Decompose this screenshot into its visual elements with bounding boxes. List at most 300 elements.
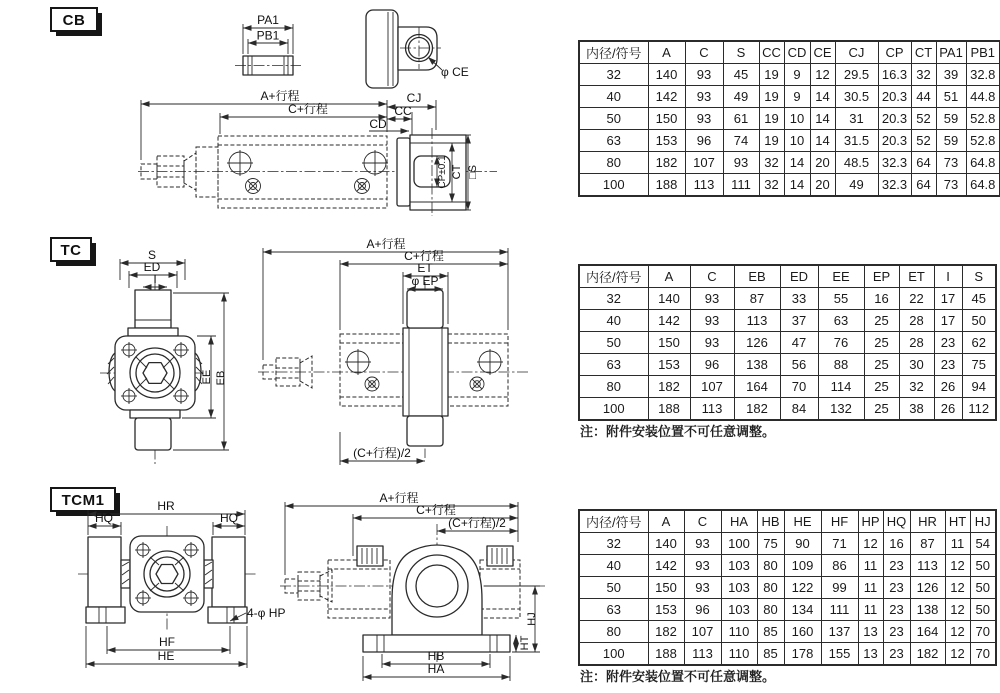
table-cell: 32: [579, 533, 648, 555]
table-cell: 20: [810, 174, 835, 197]
table-cell: 110: [721, 643, 757, 666]
column-header: A: [648, 41, 685, 64]
column-header: EE: [818, 265, 864, 288]
table-cell: 14: [784, 152, 810, 174]
table-cell: 14: [810, 108, 835, 130]
table-cell: 142: [648, 555, 684, 577]
table-cell: 25: [864, 376, 899, 398]
column-header: CP: [878, 41, 911, 64]
header-row: [579, 510, 996, 533]
table-cell: 30.5: [835, 86, 878, 108]
dim-label-hr: HR: [157, 499, 175, 513]
table-cell: 19: [759, 130, 784, 152]
table-cell: 12: [945, 621, 970, 643]
table-cell: 9: [784, 86, 810, 108]
table-cell: 103: [721, 599, 757, 621]
table-cell: 12: [945, 577, 970, 599]
column-header: EP: [864, 265, 899, 288]
column-header: 内径/符号: [579, 265, 648, 288]
table-cell: 86: [821, 555, 858, 577]
table-cell: 12: [858, 533, 883, 555]
table-cell: 32: [911, 64, 936, 86]
table-cell: 48.5: [835, 152, 878, 174]
table-cell: 113: [684, 643, 721, 666]
table-cell: 23: [883, 577, 910, 599]
dim-label-et: ET: [417, 261, 433, 275]
column-header: HR: [910, 510, 945, 533]
table-cell: 188: [648, 174, 685, 197]
dim-label-eb: EB: [215, 370, 227, 386]
dim-label-pa1: PA1: [257, 13, 279, 27]
table-row: [579, 533, 996, 555]
table-cell: 16.3: [878, 64, 911, 86]
table-cell: 20.3: [878, 108, 911, 130]
table-cell: 25: [864, 398, 899, 421]
table-cell: 75: [962, 354, 996, 376]
column-header: ED: [780, 265, 818, 288]
table-cell: 52.8: [966, 130, 1000, 152]
column-header: C: [685, 41, 723, 64]
table-cell: 100: [579, 643, 648, 666]
table-cell: 62: [962, 332, 996, 354]
dim-label-ed: ED: [143, 260, 161, 274]
table-row: [579, 130, 1000, 152]
table-cell: 40: [579, 86, 648, 108]
table-cell: 20.3: [878, 130, 911, 152]
table-cell: 29.5: [835, 64, 878, 86]
table-cell: 93: [690, 310, 734, 332]
table-row: [579, 376, 996, 398]
column-header: C: [690, 265, 734, 288]
table-cell: 142: [648, 86, 685, 108]
column-header: CD: [784, 41, 810, 64]
dim-label-a-stroke: A+行程: [366, 237, 406, 251]
table-cell: 103: [721, 555, 757, 577]
tcm1-drawing: [0, 480, 575, 693]
table-cell: 96: [690, 354, 734, 376]
table-cell: 14: [810, 130, 835, 152]
column-header: A: [648, 510, 684, 533]
table-row: [579, 555, 996, 577]
cb-clevis-end-view: [366, 10, 469, 88]
tc-drawing: [0, 232, 575, 480]
table-cell: 164: [734, 376, 780, 398]
table-cell: 12: [945, 555, 970, 577]
table-cell: 59: [936, 130, 966, 152]
table-cell: 45: [962, 288, 996, 310]
table-cell: 90: [784, 533, 821, 555]
table-cell: 73: [936, 152, 966, 174]
dim-label-pb1: PB1: [256, 28, 280, 43]
table-cell: 150: [648, 108, 685, 130]
dim-label-ha: HA: [427, 662, 445, 676]
table-cell: 153: [648, 130, 685, 152]
table-cell: 182: [734, 398, 780, 421]
table-cell: 138: [910, 599, 945, 621]
table-cell: 19: [759, 108, 784, 130]
dim-label-ht: HT: [519, 635, 531, 651]
dim-label-half-stroke: (C+行程)/2: [448, 516, 506, 530]
dim-label-c-stroke: C+行程: [404, 249, 444, 263]
table-cell: 93: [684, 577, 721, 599]
table-cell: 188: [648, 398, 690, 421]
table-cell: 64: [911, 174, 936, 197]
dim-label-c-stroke: C+行程: [416, 503, 456, 517]
dim-label-s: S: [147, 248, 157, 262]
column-header: HB: [757, 510, 784, 533]
table-cell: 107: [685, 152, 723, 174]
table-cell: 50: [579, 332, 648, 354]
table-cell: 111: [821, 599, 858, 621]
table-cell: 93: [685, 108, 723, 130]
table-cell: 111: [723, 174, 759, 197]
table-cell: 32: [899, 376, 934, 398]
table-cell: 25: [864, 354, 899, 376]
table-row: [579, 398, 996, 421]
header-row: [579, 265, 996, 288]
tc-front-view: [100, 248, 229, 464]
table-cell: 64.8: [966, 152, 1000, 174]
column-header: HA: [721, 510, 757, 533]
column-header: C: [684, 510, 721, 533]
column-header: 内径/符号: [579, 510, 648, 533]
tcm1-front-view: [78, 499, 285, 668]
table-cell: 182: [910, 643, 945, 666]
table-cell: 12: [945, 599, 970, 621]
tc-section-label-text: TC: [60, 242, 82, 259]
table-cell: 32: [759, 152, 784, 174]
header-row: [579, 41, 1000, 64]
table-cell: 64: [911, 152, 936, 174]
dim-label-hq-right: HQ: [220, 511, 238, 525]
table-cell: 140: [648, 533, 684, 555]
table-cell: 12: [810, 64, 835, 86]
table-cell: 50: [579, 108, 648, 130]
table-cell: 26: [934, 398, 962, 421]
dim-label-hp: 4-φ HP: [247, 606, 286, 620]
cb-section-label: [51, 8, 102, 36]
table-cell: 70: [780, 376, 818, 398]
table-cell: 49: [835, 174, 878, 197]
table-cell: 107: [690, 376, 734, 398]
table-cell: 10: [784, 130, 810, 152]
table-cell: 22: [899, 288, 934, 310]
table-cell: 31: [835, 108, 878, 130]
table-cell: 74: [723, 130, 759, 152]
table-cell: 87: [910, 533, 945, 555]
table-cell: 110: [721, 621, 757, 643]
table-cell: 33: [780, 288, 818, 310]
table-row: [579, 152, 1000, 174]
table-row: [579, 288, 996, 310]
table-cell: 109: [784, 555, 821, 577]
column-header: PA1: [936, 41, 966, 64]
table-cell: 63: [579, 130, 648, 152]
table-cell: 113: [910, 555, 945, 577]
table-row: [579, 64, 1000, 86]
table-cell: 40: [579, 555, 648, 577]
table-cell: 113: [690, 398, 734, 421]
table-cell: 140: [648, 288, 690, 310]
dim-label-s: □S: [467, 165, 479, 179]
dim-label-phi-ep: φ EP: [411, 274, 439, 288]
table-cell: 93: [690, 332, 734, 354]
table-cell: 80: [757, 599, 784, 621]
column-header: PB1: [966, 41, 1000, 64]
table-cell: 11: [858, 555, 883, 577]
tc-section-label: [51, 238, 96, 266]
table-row: [579, 354, 996, 376]
table-cell: 28: [899, 332, 934, 354]
table-cell: 14: [810, 86, 835, 108]
table-cell: 178: [784, 643, 821, 666]
table-cell: 47: [780, 332, 818, 354]
table-cell: 50: [962, 310, 996, 332]
table-cell: 182: [648, 152, 685, 174]
table-cell: 55: [818, 288, 864, 310]
table-cell: 114: [818, 376, 864, 398]
table-cell: 11: [858, 577, 883, 599]
table-cell: 88: [818, 354, 864, 376]
table-cell: 80: [579, 152, 648, 174]
table-cell: 32.3: [878, 152, 911, 174]
dim-label-hb: HB: [427, 649, 445, 663]
column-header: EB: [734, 265, 780, 288]
table-cell: 63: [818, 310, 864, 332]
tcm1-dimensions-table: [578, 509, 997, 666]
tcm1-table-note: 注：附件安装位置不可任意调整。: [580, 669, 776, 684]
table-cell: 80: [579, 621, 648, 643]
tcm1-section-label-text: TCM1: [61, 492, 105, 509]
table-cell: 49: [723, 86, 759, 108]
table-cell: 99: [821, 577, 858, 599]
table-cell: 93: [685, 86, 723, 108]
table-cell: 100: [579, 398, 648, 421]
table-cell: 52.8: [966, 108, 1000, 130]
table-cell: 25: [864, 332, 899, 354]
table-cell: 50: [970, 555, 996, 577]
table-cell: 38: [899, 398, 934, 421]
table-cell: 150: [648, 332, 690, 354]
table-cell: 71: [821, 533, 858, 555]
table-cell: 61: [723, 108, 759, 130]
table-cell: 51: [936, 86, 966, 108]
column-header: HE: [784, 510, 821, 533]
table-cell: 93: [684, 533, 721, 555]
table-cell: 12: [945, 643, 970, 666]
table-cell: 19: [759, 64, 784, 86]
tc-dimensions-table: [578, 264, 997, 421]
table-cell: 85: [757, 643, 784, 666]
dim-label-cc: CC: [394, 104, 412, 118]
table-cell: 23: [883, 599, 910, 621]
table-row: [579, 174, 1000, 197]
table-cell: 76: [818, 332, 864, 354]
column-header: CT: [911, 41, 936, 64]
column-header: S: [962, 265, 996, 288]
table-cell: 113: [734, 310, 780, 332]
table-cell: 93: [690, 288, 734, 310]
table-cell: 80: [757, 577, 784, 599]
table-cell: 134: [784, 599, 821, 621]
table-cell: 100: [579, 174, 648, 197]
dim-label-i: I: [153, 272, 157, 286]
table-cell: 16: [864, 288, 899, 310]
table-row: [579, 599, 996, 621]
column-header: HP: [858, 510, 883, 533]
table-cell: 80: [757, 555, 784, 577]
table-cell: 52: [911, 130, 936, 152]
table-cell: 75: [757, 533, 784, 555]
column-header: CE: [810, 41, 835, 64]
table-cell: 30: [899, 354, 934, 376]
dim-label-hq-left: HQ: [95, 511, 113, 525]
table-cell: 56: [780, 354, 818, 376]
cb-drawing: [0, 0, 575, 232]
table-cell: 32: [579, 64, 648, 86]
table-cell: 87: [734, 288, 780, 310]
table-cell: 96: [685, 130, 723, 152]
table-cell: 150: [648, 577, 684, 599]
table-cell: 26: [934, 376, 962, 398]
column-header: 内径/符号: [579, 41, 648, 64]
table-row: [579, 332, 996, 354]
table-cell: 93: [723, 152, 759, 174]
dim-label-half-stroke: (C+行程)/2: [353, 446, 411, 460]
table-cell: 44.8: [966, 86, 1000, 108]
column-header: CJ: [835, 41, 878, 64]
table-cell: 11: [945, 533, 970, 555]
table-cell: 23: [934, 354, 962, 376]
table-cell: 23: [883, 643, 910, 666]
table-row: [579, 108, 1000, 130]
table-cell: 10: [784, 108, 810, 130]
dim-label-a-stroke: A+行程: [260, 89, 300, 103]
table-cell: 188: [648, 643, 684, 666]
table-cell: 164: [910, 621, 945, 643]
table-cell: 9: [784, 64, 810, 86]
table-cell: 153: [648, 599, 684, 621]
column-header: ET: [899, 265, 934, 288]
column-header: HT: [945, 510, 970, 533]
table-cell: 31.5: [835, 130, 878, 152]
table-cell: 50: [970, 599, 996, 621]
table-cell: 112: [962, 398, 996, 421]
dim-label-c-stroke: C+行程: [288, 102, 328, 116]
column-header: I: [934, 265, 962, 288]
tc-table-note: 注：附件安装位置不可任意调整。: [580, 424, 776, 439]
table-cell: 80: [579, 376, 648, 398]
table-cell: 50: [970, 577, 996, 599]
table-cell: 37: [780, 310, 818, 332]
table-cell: 73: [936, 174, 966, 197]
table-cell: 13: [858, 621, 883, 643]
table-cell: 19: [759, 86, 784, 108]
table-cell: 93: [684, 555, 721, 577]
dim-label-cp: CP±0.1: [437, 155, 448, 189]
table-cell: 50: [579, 577, 648, 599]
table-cell: 32: [759, 174, 784, 197]
column-header: A: [648, 265, 690, 288]
dim-label-ee: EE: [201, 369, 213, 385]
table-cell: 155: [821, 643, 858, 666]
table-cell: 44: [911, 86, 936, 108]
table-cell: 140: [648, 64, 685, 86]
table-cell: 85: [757, 621, 784, 643]
table-cell: 70: [970, 621, 996, 643]
table-cell: 94: [962, 376, 996, 398]
table-cell: 142: [648, 310, 690, 332]
table-row: [579, 86, 1000, 108]
table-cell: 126: [734, 332, 780, 354]
table-cell: 54: [970, 533, 996, 555]
table-cell: 40: [579, 310, 648, 332]
table-cell: 138: [734, 354, 780, 376]
table-cell: 23: [883, 555, 910, 577]
table-cell: 20: [810, 152, 835, 174]
cb-main-view: [138, 89, 497, 216]
table-cell: 32.8: [966, 64, 1000, 86]
cb-pin-view: [235, 13, 301, 75]
table-cell: 137: [821, 621, 858, 643]
table-cell: 28: [899, 310, 934, 332]
dim-label-cd: CD: [369, 117, 387, 131]
table-cell: 52: [911, 108, 936, 130]
table-cell: 84: [780, 398, 818, 421]
table-cell: 63: [579, 354, 648, 376]
column-header: CC: [759, 41, 784, 64]
column-header: S: [723, 41, 759, 64]
table-cell: 70: [970, 643, 996, 666]
table-cell: 122: [784, 577, 821, 599]
dim-label-hj: HJ: [526, 612, 538, 626]
table-cell: 132: [818, 398, 864, 421]
table-cell: 100: [721, 533, 757, 555]
table-cell: 126: [910, 577, 945, 599]
column-header: HJ: [970, 510, 996, 533]
table-cell: 45: [723, 64, 759, 86]
table-cell: 14: [784, 174, 810, 197]
dim-label-cj: CJ: [406, 91, 422, 105]
tcm1-side-view: [280, 491, 545, 681]
column-header: HQ: [883, 510, 910, 533]
table-cell: 32.3: [878, 174, 911, 197]
tc-side-view: [258, 237, 530, 465]
dim-label-ct: CT: [451, 164, 463, 180]
column-header: HF: [821, 510, 858, 533]
table-cell: 113: [685, 174, 723, 197]
table-cell: 160: [784, 621, 821, 643]
table-cell: 63: [579, 599, 648, 621]
table-cell: 20.3: [878, 86, 911, 108]
table-cell: 13: [858, 643, 883, 666]
table-cell: 182: [648, 621, 684, 643]
table-cell: 64.8: [966, 174, 1000, 197]
table-cell: 39: [936, 64, 966, 86]
table-cell: 103: [721, 577, 757, 599]
table-cell: 23: [934, 332, 962, 354]
table-row: [579, 577, 996, 599]
table-cell: 153: [648, 354, 690, 376]
table-cell: 23: [883, 621, 910, 643]
cb-section-label-text: CB: [62, 12, 86, 29]
dim-label-hf: HF: [159, 635, 175, 649]
dim-label-a-stroke: A+行程: [379, 491, 419, 505]
table-cell: 182: [648, 376, 690, 398]
table-cell: 32: [579, 288, 648, 310]
table-cell: 96: [684, 599, 721, 621]
table-row: [579, 643, 996, 666]
